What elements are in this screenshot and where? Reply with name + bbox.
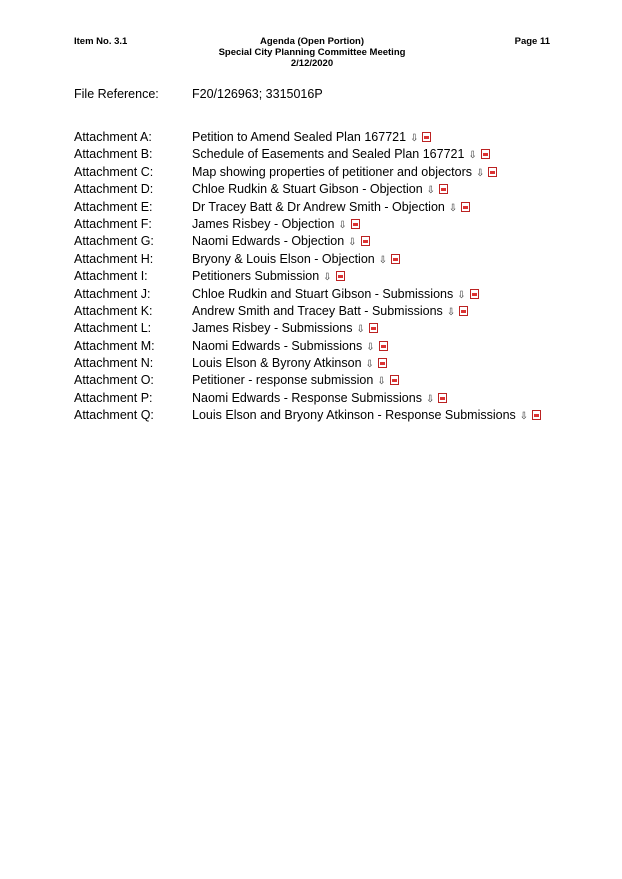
attachment-row (74, 199, 541, 216)
attachment-label: Attachment I: (74, 269, 148, 284)
attachment-label: Attachment C: (74, 164, 154, 179)
attachment-label: Attachment E: (74, 199, 153, 214)
attachment-row (74, 372, 541, 389)
file-reference-value: F20/126963; 3315016P (192, 87, 323, 101)
attachment-title: Louis Elson and Bryony Atkinson - Response Submissions (192, 408, 516, 423)
pdf-file-icon[interactable] (481, 149, 490, 159)
pdf-file-icon[interactable] (461, 202, 470, 212)
pdf-file-icon[interactable] (361, 236, 370, 246)
attachment-label: Attachment L: (74, 321, 152, 336)
attachment-title: Chloe Rudkin & Stuart Gibson - Objection (192, 182, 423, 197)
pdf-file-icon[interactable] (438, 393, 447, 403)
attachment-label: Attachment N: (74, 356, 154, 371)
attachment-list (74, 129, 541, 425)
attachment-title: James Risbey - Submissions (192, 321, 353, 336)
attachment-row (74, 129, 541, 146)
download-arrow-icon[interactable]: ⇩ (348, 237, 357, 249)
attachment-title: Andrew Smith and Tracey Batt - Submissions (192, 303, 443, 318)
download-arrow-icon[interactable]: ⇩ (426, 185, 436, 197)
pdf-file-icon[interactable] (351, 219, 360, 229)
attachment-row (74, 251, 541, 268)
page-number: Page 11 (514, 36, 550, 47)
attachment-title: James Risbey - Objection (192, 216, 335, 231)
download-arrow-icon[interactable]: ⇩ (519, 411, 529, 423)
download-arrow-icon[interactable]: ⇩ (323, 272, 332, 284)
download-arrow-icon[interactable]: ⇩ (377, 376, 386, 388)
pdf-file-icon[interactable] (532, 410, 541, 420)
pdf-file-icon[interactable] (378, 358, 387, 368)
attachment-label: Attachment D: (74, 182, 154, 197)
pdf-file-icon[interactable] (336, 271, 345, 281)
pdf-file-icon[interactable] (470, 289, 479, 299)
download-arrow-icon[interactable]: ⇩ (356, 324, 365, 336)
pdf-file-icon[interactable] (488, 167, 497, 177)
download-arrow-icon[interactable]: ⇩ (410, 133, 419, 144)
attachment-label: Attachment K: (74, 303, 153, 318)
download-arrow-icon[interactable]: ⇩ (457, 289, 466, 301)
attachment-label: Attachment Q: (74, 408, 154, 423)
meeting-date: 2/12/2020 (290, 58, 334, 69)
attachment-title: Petitioner - response submission (192, 373, 374, 388)
attachment-row (74, 216, 541, 233)
attachment-title: Naomi Edwards - Submissions (192, 338, 363, 353)
attachment-label: Attachment F: (74, 216, 152, 231)
attachment-title: Petition to Amend Sealed Plan 167721 (192, 130, 407, 144)
agenda-title: Agenda (Open Portion) (260, 36, 364, 47)
attachment-row (74, 390, 541, 407)
attachment-label: Attachment M: (74, 338, 155, 353)
attachment-title: Naomi Edwards - Response Submissions (192, 390, 422, 405)
attachment-label: Attachment J: (74, 286, 151, 301)
attachment-title: Dr Tracey Batt & Dr Andrew Smith - Objection (192, 199, 445, 214)
agenda-title-block (74, 36, 550, 69)
attachment-row (74, 181, 541, 198)
attachment-label: Attachment A: (74, 130, 152, 144)
attachment-row (74, 286, 541, 303)
item-number: Item No. 3.1 (74, 36, 128, 47)
attachment-label: Attachment P: (74, 390, 153, 405)
attachment-row (74, 268, 541, 285)
download-arrow-icon[interactable]: ⇩ (476, 167, 485, 179)
attachment-title: Schedule of Easements and Sealed Plan 167721 (192, 147, 465, 162)
attachment-label: Attachment B: (74, 147, 153, 162)
attachment-title: Louis Elson & Byrony Atkinson (192, 356, 362, 371)
attachment-row (74, 233, 541, 250)
download-arrow-icon[interactable]: ⇩ (446, 306, 456, 318)
attachment-title: Naomi Edwards - Objection (192, 234, 345, 249)
pdf-file-icon[interactable] (369, 323, 378, 333)
download-arrow-icon[interactable]: ⇩ (365, 359, 374, 371)
file-reference (74, 87, 323, 101)
meeting-name: Special City Planning Committee Meeting (218, 47, 406, 58)
pdf-file-icon[interactable] (379, 341, 388, 351)
attachment-title: Bryony & Louis Elson - Objection (192, 251, 375, 266)
download-arrow-icon[interactable]: ⇩ (366, 341, 375, 353)
attachment-label: Attachment O: (74, 373, 154, 388)
attachment-label: Attachment G: (74, 234, 154, 249)
attachment-row (74, 338, 541, 355)
pdf-file-icon[interactable] (459, 306, 468, 316)
attachment-row (74, 407, 541, 424)
file-reference-label: File Reference: (74, 87, 159, 101)
attachment-title: Chloe Rudkin and Stuart Gibson - Submissions (192, 286, 454, 301)
attachment-row (74, 146, 541, 163)
attachment-title: Petitioners Submission (192, 269, 320, 284)
attachment-row (74, 303, 541, 320)
download-arrow-icon[interactable]: ⇩ (425, 393, 435, 405)
download-arrow-icon[interactable]: ⇩ (378, 254, 388, 266)
attachment-row (74, 320, 541, 337)
attachment-label: Attachment H: (74, 251, 154, 266)
download-arrow-icon[interactable]: ⇩ (448, 202, 458, 214)
pdf-file-icon[interactable] (390, 375, 399, 385)
pdf-file-icon[interactable] (391, 254, 400, 264)
download-arrow-icon[interactable]: ⇩ (468, 150, 477, 162)
pdf-file-icon[interactable] (439, 184, 448, 194)
download-arrow-icon[interactable]: ⇩ (338, 219, 347, 231)
attachment-title: Map showing properties of petitioner and objectors (192, 164, 473, 179)
attachment-row (74, 355, 541, 372)
attachment-row (74, 164, 541, 181)
pdf-file-icon[interactable] (422, 132, 431, 142)
